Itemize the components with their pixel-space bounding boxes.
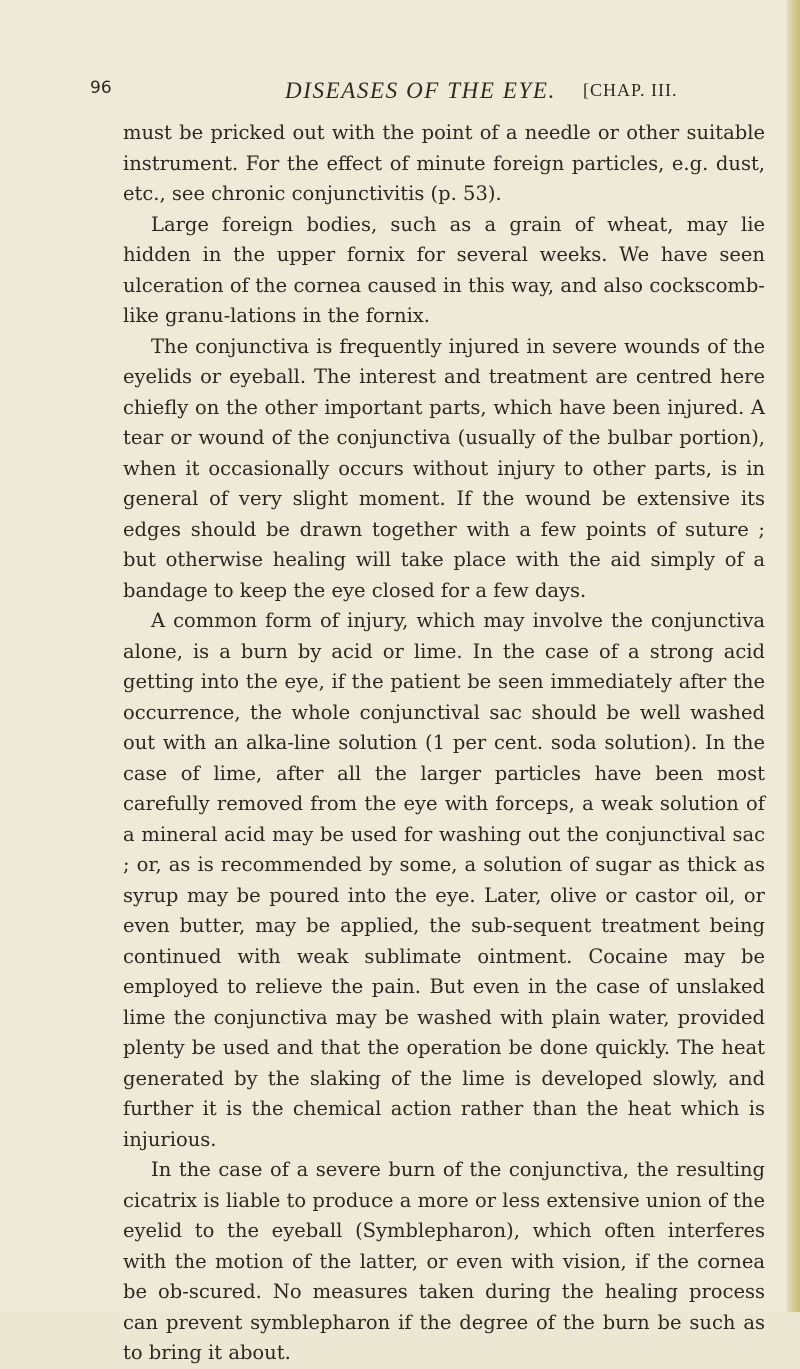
paragraph-5: In the case of a severe burn of the conjunctiva, the resulting cicatrix is liable to produce a more or less extensive union of the eyelid to the eyeball (Symblepharon), which often interferes with the motion of the latter, or even with vision, if the cornea be ob-scured. No measures taken during the healing process can prevent symblepharon if the degree of the burn be such as to bring it about. bbox=[123, 1158, 765, 1364]
page-edge bbox=[786, 0, 800, 1312]
page-number: 96 bbox=[90, 78, 112, 98]
page-header bbox=[85, 78, 775, 110]
paragraph-1: must be pricked out with the point of a needle or other suitable instrument. For the effect of minute foreign particles, e.g. dust, etc., see chronic conjunctivitis (p. 53). bbox=[123, 121, 765, 205]
running-title: DISEASES OF THE EYE. bbox=[285, 78, 556, 103]
paragraph-3: The conjunctiva is frequently injured in severe wounds of the eyelids or eyeball. The interest and treatment are centred here chiefly on the other important parts, which have been injured. A tear or wound of the conjunctiva (usually of the bulbar portion), when it occasionally occurs without injury to other parts, is in general of very slight moment. If the wound be extensive its edges should be drawn together with a few points of suture ; but otherwise healing will take place with the aid simply of a bandage to keep the eye closed for a few days. bbox=[123, 334, 765, 602]
chapter-reference: [CHAP. III. bbox=[583, 80, 678, 100]
body-text bbox=[123, 118, 765, 1369]
paragraph-2: Large foreign bodies, such as a grain of wheat, may lie hidden in the upper fornix for several weeks. We have seen ulceration of the cornea caused in this way, and also cockscomb-like granu-lations in the fornix. bbox=[123, 212, 765, 327]
paragraph-4: A common form of injury, which may involve the conjunctiva alone, is a burn by acid or lime. In the case of a strong acid getting into the eye, if the patient be seen immediately after the occurrence, the whole conjunctival sac should be well washed out with an alka-line solution (1 per cent. soda solution). In the case of lime, after all the larger particles have been most carefully removed from the eye with forceps, a weak solution of a mineral acid may be used for washing out the conjunctival sac ; or, as is recommended by some, a solution of sugar as thick as syrup may be poured into the eye. Later, olive or castor oil, or even butter, may be applied, the sub-sequent treatment being continued with weak sublimate ointment. Cocaine may be employed to relieve the pain. But even in the case of unslaked lime the conjunctiva may be washed with plain water, provided plenty be used and that the operation be done quickly. The heat generated by the slaking of the lime is developed slowly, and further it is the chemical action rather than the heat which is injurious. bbox=[123, 609, 765, 1151]
